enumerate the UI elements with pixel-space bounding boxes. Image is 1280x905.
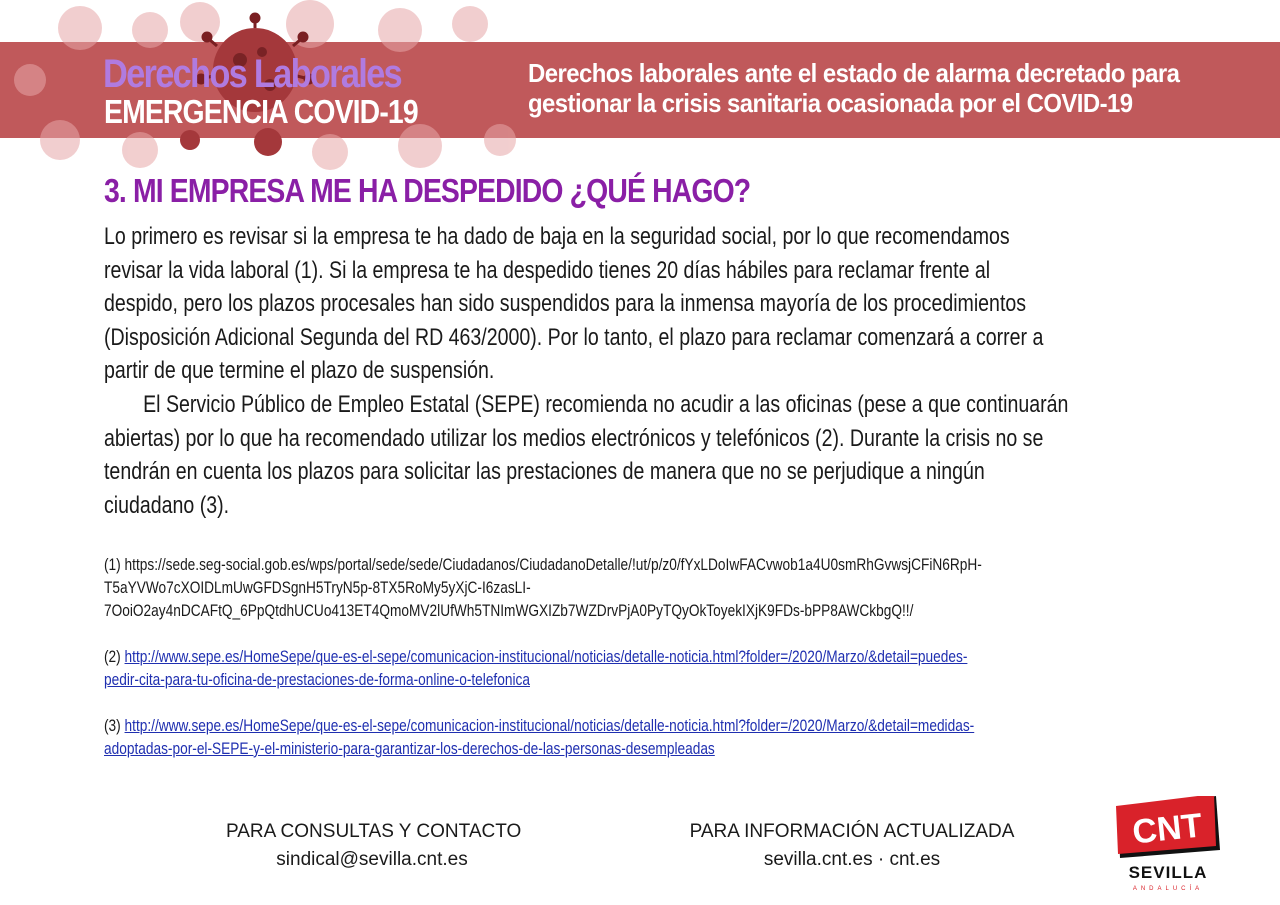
- reference-url: T5aYVWo7cXOIDLmUwGFDSgnH5TryN5p-8TX5RoMy5yXjC-I6zasLI-: [104, 578, 531, 597]
- reference-link[interactable]: adoptadas-por-el-SEPE-y-el-ministerio-para-garantizar-los-derechos-de-las-personas-desempleadas: [104, 739, 715, 758]
- banner-caption: [528, 58, 1209, 118]
- reference-link[interactable]: http://www.sepe.es/HomeSepe/que-es-el-sepe/comunicacion-institucional/noticias/detalle-noticia.html?folder=/2020/Marzo/&detail=puedes-: [124, 647, 968, 666]
- reference-marker: (3): [104, 716, 121, 735]
- paragraph-line: despido, pero los plazos procesales han sido suspendidos para la inmensa mayoría de los procedimientos: [104, 290, 1027, 318]
- contact-email[interactable]: sindical@sevilla.cnt.es: [276, 849, 468, 870]
- reference-line: [104, 668, 1175, 691]
- paragraph-line: tendrán en cuenta los plazos para solicitar las prestaciones de manera que no se perjudique a ningún: [104, 458, 985, 486]
- reference-url: 7OoiO2ay4nDCAFtQ_6PpQtdhUCUo413ET4QmoMV2lUfWh5TNImWGXIZb7WZDrvPjA0PyTQyOkToyekIXjK9FDs-bPP8AWCkbgQ!!/: [104, 601, 914, 620]
- contact-label: PARA CONSULTAS Y CONTACTO: [226, 821, 522, 842]
- logo-region-text: ANDALUCÍA: [1132, 886, 1204, 892]
- reference-line: [104, 553, 1175, 576]
- reference-url: https://sede.seg-social.gob.es/wps/portal/sede/sede/Ciudadanos/CiudadanoDetalle/!ut/p/z0/fYxLDoIwFACvwob1a4U0smRhGvwsjCFiN6RpH-: [124, 555, 982, 574]
- reference-marker: (2): [104, 647, 121, 666]
- paragraph-line: Lo primero es revisar si la empresa te ha dado de baja en la seguridad social, por lo que recomendamos: [104, 223, 1010, 250]
- info-label: PARA INFORMACIÓN ACTUALIZADA: [689, 821, 1015, 842]
- info-sites[interactable]: sevilla.cnt.es · cnt.es: [763, 849, 941, 870]
- brand-title: Derechos Laborales: [103, 52, 401, 96]
- info-block: [688, 818, 1016, 874]
- reference-3: [104, 714, 1175, 760]
- paragraph-line: El Servicio Público de Empleo Estatal (SEPE) recomienda no acudir a las oficinas (pese a que continuarán: [143, 390, 1069, 418]
- banner-caption-line: Derechos laborales ante el estado de alarma decretado para: [528, 58, 1180, 88]
- reference-1: [104, 553, 1175, 622]
- paragraph-line: revisar la vida laboral (1). Si la empresa te ha despedido tienes 20 días hábiles para reclamar frente al: [104, 256, 991, 284]
- paragraph-line: ciudadano (3).: [104, 491, 230, 519]
- banner-caption-line: gestionar la crisis sanitaria ocasionada por el COVID-19: [528, 88, 1133, 118]
- logo-city-text: SEVILLA: [1128, 863, 1208, 882]
- paragraph-line: abiertas) por lo que ha recomendado utilizar los medios electrónicos y telefónicos (2). Durante la crisis no se: [104, 424, 1044, 452]
- reference-line: [104, 737, 1175, 760]
- reference-link[interactable]: http://www.sepe.es/HomeSepe/que-es-el-sepe/comunicacion-institucional/noticias/detalle-noticia.html?folder=/2020/Marzo/&detail=medidas-: [124, 716, 975, 735]
- reference-line: [104, 645, 1175, 668]
- logo-main-text: CNT: [1130, 806, 1205, 852]
- paragraph-line: partir de que termine el plazo de suspensión.: [104, 357, 495, 385]
- reference-link[interactable]: pedir-cita-para-tu-oficina-de-prestaciones-de-forma-online-o-telefonica: [104, 670, 530, 689]
- reference-2: [104, 645, 1175, 691]
- brand-subtitle: EMERGENCIA COVID-19: [104, 93, 418, 130]
- cnt-logo: [1112, 796, 1224, 896]
- references: [104, 553, 1175, 783]
- contact-block: [226, 818, 522, 874]
- body-text: [104, 220, 1229, 522]
- section-heading: 3. MI EMPRESA ME HA DESPEDIDO ¿QUÉ HAGO?: [104, 172, 751, 209]
- reference-line: [104, 714, 1175, 737]
- paragraph-line: (Disposición Adicional Segunda del RD 463/2000). Por lo tanto, el plazo para reclamar comenzará a correr a: [104, 323, 1044, 351]
- reference-marker: (1): [104, 555, 121, 574]
